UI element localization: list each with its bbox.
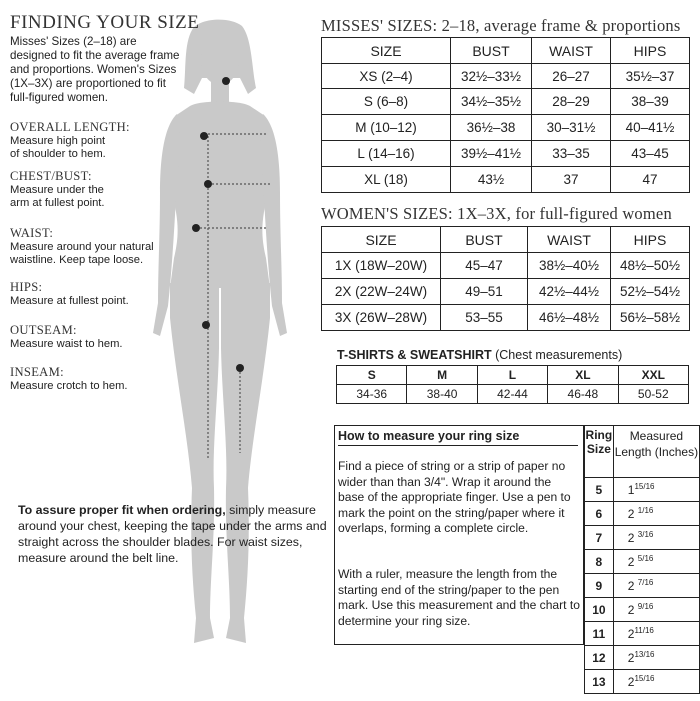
- womens-cell: 53–55: [441, 305, 528, 331]
- womens-header-waist: WAIST: [528, 227, 611, 253]
- fit-note-lead: To assure proper fit when ordering,: [18, 503, 226, 517]
- ring-length-fraction: 7/16: [637, 578, 654, 587]
- misses-header-hips: HIPS: [611, 38, 690, 64]
- tshirts-title-bold: T-SHIRTS & SWEATSHIRT: [337, 348, 492, 362]
- misses-cell: 39½–41½: [451, 141, 532, 167]
- womens-cell: 52½–54½: [611, 279, 690, 305]
- womens-cell: 2X (22W–24W): [322, 279, 441, 305]
- table-row: [322, 89, 690, 115]
- ring-length-fraction: 9/16: [637, 602, 654, 611]
- ring-length-fraction: 3/16: [637, 530, 654, 539]
- ring-length: [613, 478, 699, 502]
- table-row: [585, 550, 700, 574]
- womens-cell: 48½–50½: [611, 253, 690, 279]
- misses-cell: L (14–16): [322, 141, 451, 167]
- womens-cell: 45–47: [441, 253, 528, 279]
- waist-note: [10, 227, 185, 268]
- misses-cell: 34½–35½: [451, 89, 532, 115]
- misses-cell: 36½–38: [451, 115, 532, 141]
- misses-cell: 26–27: [532, 64, 611, 89]
- overall-length-heading: OVERALL LENGTH:: [10, 120, 130, 134]
- ring-length-whole: 2: [627, 603, 635, 617]
- ring-instructions-heading: How to measure your ring size: [338, 429, 578, 446]
- ring-length-whole: 2: [627, 675, 635, 689]
- womens-header-size: SIZE: [322, 227, 441, 253]
- tshirt-header: XL: [548, 366, 618, 385]
- womens-header-bust: BUST: [441, 227, 528, 253]
- womens-cell: 56½–58½: [611, 305, 690, 331]
- misses-cell: 30–31½: [532, 115, 611, 141]
- womens-cell: 42½–44½: [528, 279, 611, 305]
- ring-length: [613, 646, 699, 670]
- tshirt-value: 46-48: [548, 385, 618, 404]
- overall-length-text: Measure high point of shoulder to hem.: [10, 134, 106, 160]
- tshirt-value: 50-52: [618, 385, 688, 404]
- overall-length-note: [10, 121, 185, 162]
- inseam-note: [10, 366, 185, 393]
- ring-length-header: Measured Length (Inches): [613, 426, 699, 478]
- hips-heading: HIPS:: [10, 280, 43, 294]
- tshirt-value: 42-44: [477, 385, 547, 404]
- misses-size-table: [321, 37, 690, 193]
- ring-length-fraction: 5/16: [637, 554, 654, 563]
- tshirts-table: [336, 365, 689, 404]
- tshirt-value: 38-40: [407, 385, 477, 404]
- womens-sizes-title: WOMEN'S SIZES: 1X–3X, for full-figured women: [321, 204, 672, 223]
- ring-length-fraction: 15/16: [634, 482, 655, 491]
- ring-size: 10: [585, 598, 614, 622]
- ring-length-whole: 2: [627, 651, 635, 665]
- ring-size: 12: [585, 646, 614, 670]
- ring-length-fraction: 15/16: [634, 674, 655, 683]
- table-row: [585, 622, 700, 646]
- table-row: [322, 253, 690, 279]
- womens-header-hips: HIPS: [611, 227, 690, 253]
- table-row: [585, 598, 700, 622]
- misses-cell: 38–39: [611, 89, 690, 115]
- misses-cell: 43–45: [611, 141, 690, 167]
- misses-cell: 35½–37: [611, 64, 690, 89]
- ring-length-fraction: 13/16: [634, 650, 655, 659]
- misses-cell: M (10–12): [322, 115, 451, 141]
- tshirt-value: 34-36: [337, 385, 407, 404]
- chest-bust-text: Measure under the arm at fullest point.: [10, 183, 105, 209]
- ring-length: [613, 502, 699, 526]
- hips-note: [10, 281, 185, 308]
- ring-length-fraction: 1/16: [637, 506, 654, 515]
- misses-cell: XS (2–4): [322, 64, 451, 89]
- ring-size-table: [584, 425, 700, 694]
- finding-size-intro: Misses' Sizes (2–18) are designed to fit the average frame and proportions. Women's Sizes (1X–3X) are proportioned to fit full-figured women.: [10, 35, 180, 104]
- ring-length-whole: 2: [627, 627, 635, 641]
- misses-cell: XL (18): [322, 167, 451, 193]
- ring-instructions-box: [334, 425, 584, 645]
- waist-heading: WAIST:: [10, 226, 54, 240]
- ring-length: [613, 622, 699, 646]
- misses-cell: 43½: [451, 167, 532, 193]
- tshirts-title: [337, 348, 622, 362]
- ring-size: 9: [585, 574, 614, 598]
- inseam-heading: INSEAM:: [10, 365, 64, 379]
- outseam-text: Measure waist to hem.: [10, 337, 123, 350]
- womens-cell: 3X (26W–28W): [322, 305, 441, 331]
- outseam-heading: OUTSEAM:: [10, 323, 77, 337]
- ring-size: 6: [585, 502, 614, 526]
- fit-note: [18, 502, 328, 566]
- tshirt-header: S: [337, 366, 407, 385]
- ring-instructions-step1: Find a piece of string or a strip of paper no wider than than 3/4". Wrap it around the base of the appropriate finger. Use a pen to mark the point on the string/paper where it overlaps, forming a complete circle.: [338, 459, 571, 535]
- misses-cell: S (6–8): [322, 89, 451, 115]
- table-row: [322, 115, 690, 141]
- table-row: [585, 502, 700, 526]
- chest-bust-heading: CHEST/BUST:: [10, 169, 92, 183]
- chest-bust-note: [10, 170, 185, 211]
- ring-size: 7: [585, 526, 614, 550]
- tshirts-title-rest: (Chest measurements): [491, 348, 623, 362]
- womens-cell: 46½–48½: [528, 305, 611, 331]
- ring-size: 8: [585, 550, 614, 574]
- ring-length: [613, 574, 699, 598]
- misses-header-bust: BUST: [451, 38, 532, 64]
- ring-length: [613, 550, 699, 574]
- table-row: [585, 478, 700, 502]
- ring-size: 11: [585, 622, 614, 646]
- table-row: [585, 670, 700, 694]
- table-row: [322, 141, 690, 167]
- womens-cell: 49–51: [441, 279, 528, 305]
- misses-cell: 40–41½: [611, 115, 690, 141]
- ring-size: 13: [585, 670, 614, 694]
- fit-note-body: simply measure around your chest, keeping the tape under the arms and straight across the shoulder blades. For waist sizes, measure around the belt line.: [18, 503, 327, 565]
- table-row: [585, 526, 700, 550]
- table-row: [322, 279, 690, 305]
- table-row: [322, 64, 690, 89]
- ring-length-whole: 2: [627, 579, 635, 593]
- outseam-note: [10, 324, 185, 351]
- misses-cell: 47: [611, 167, 690, 193]
- ring-length-whole: 2: [627, 531, 635, 545]
- ring-instructions-step2: With a ruler, measure the length from the starting end of the string/paper to the pen mark. Use this measurement and the chart to determine your ring size.: [338, 567, 580, 628]
- ring-length: [613, 526, 699, 550]
- table-row: [322, 167, 690, 193]
- misses-cell: 28–29: [532, 89, 611, 115]
- hips-text: Measure at fullest point.: [10, 294, 129, 307]
- ring-size: 5: [585, 478, 614, 502]
- ring-length: [613, 670, 699, 694]
- misses-sizes-title: MISSES' SIZES: 2–18, average frame & proportions: [321, 16, 681, 35]
- finding-size-title: FINDING YOUR SIZE: [10, 12, 200, 33]
- ring-length-whole: 2: [627, 507, 635, 521]
- ring-size-header: Ring Size: [585, 426, 614, 478]
- misses-header-size: SIZE: [322, 38, 451, 64]
- womens-size-table: [321, 226, 690, 331]
- table-row: [322, 305, 690, 331]
- waist-text: Measure around your natural waistline. Keep tape loose.: [10, 240, 154, 266]
- tshirt-header: M: [407, 366, 477, 385]
- ring-length-fraction: 11/16: [634, 626, 654, 635]
- tshirt-header: XXL: [618, 366, 688, 385]
- ring-length-whole: 2: [627, 555, 635, 569]
- misses-cell: 33–35: [532, 141, 611, 167]
- table-row: [585, 646, 700, 670]
- misses-cell: 37: [532, 167, 611, 193]
- inseam-text: Measure crotch to hem.: [10, 379, 128, 392]
- ring-length-whole: 1: [627, 483, 635, 497]
- misses-header-waist: WAIST: [532, 38, 611, 64]
- misses-cell: 32½–33½: [451, 64, 532, 89]
- tshirt-header: L: [477, 366, 547, 385]
- womens-cell: 1X (18W–20W): [322, 253, 441, 279]
- ring-length: [613, 598, 699, 622]
- womens-cell: 38½–40½: [528, 253, 611, 279]
- table-row: [585, 574, 700, 598]
